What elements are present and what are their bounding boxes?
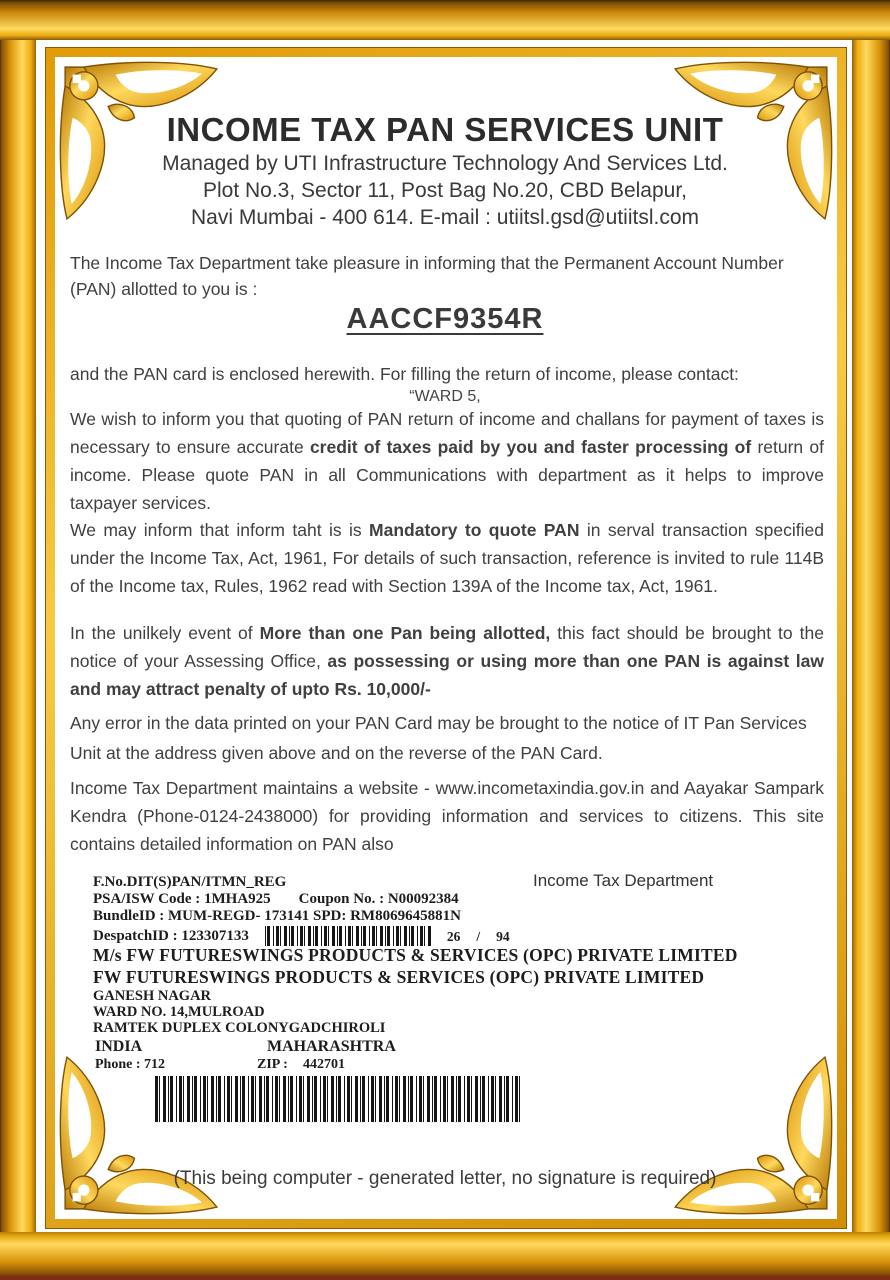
gold-border-bottom: [0, 1232, 890, 1280]
p3-text-mid: this fact should be brought to the notice of your Assessing Office,: [70, 623, 824, 671]
recipient-address-2: WARD NO. 14,MULROAD: [93, 1004, 265, 1020]
p1-text-end: return of income. Please quote PAN in all Communications with department as it helps to improve taxpayer services.: [70, 437, 824, 513]
ward-line: “WARD 5,: [409, 388, 481, 405]
address-line-2: Navi Mumbai - 400 614. E-mail : utiitsl.gsd@utiitsl.com: [191, 205, 699, 229]
enclosed-line: and the PAN card is enclosed herewith. For filling the return of income, please contact:: [70, 364, 739, 384]
recipient-name-2: FW FUTURESWINGS PRODUCTS & SERVICES (OPC) PRIVATE LIMITED: [93, 967, 705, 987]
intro-paragraph: The Income Tax Department take pleasure in informing that the Permanent Account Number (PAN) allotted to you is :: [70, 253, 784, 300]
p1-bold-text: credit of taxes paid by you and faster processing of: [309, 437, 752, 457]
gold-border-left: [0, 0, 36, 1280]
paragraph-quoting-pan: [70, 405, 824, 517]
recipient-address-block: [93, 944, 738, 1036]
page-title: INCOME TAX PAN SERVICES UNIT: [166, 111, 724, 148]
sheet-total: 94: [496, 928, 510, 944]
recipient-address-1: GANESH NAGAR: [93, 988, 212, 1004]
recipient-phone: Phone : 712: [95, 1057, 165, 1072]
sheet-separator: /: [476, 928, 481, 944]
p1-text: We wish to inform you that quoting of PAN return of income and challans for payment of taxes is necessary to ensure accurate: [70, 409, 824, 457]
recipient-state: MAHARASHTRA: [267, 1038, 396, 1055]
despatch-barcode: [265, 926, 437, 946]
file-number: F.No.DIT(S)PAN/ITMN_REG: [93, 874, 287, 890]
coupon-number: Coupon No. : N00092384: [298, 891, 459, 907]
paragraph-website-info: Income Tax Department maintains a website - www.incometaxindia.gov.in and Aayakar Sampark Kendra (Phone-0124-2438000) for providing information and services to citizens. This site contains detailed information on PAN also: [70, 778, 824, 854]
sheet-number: 26: [446, 928, 461, 944]
despatch-id: DespatchID : 123307133: [93, 927, 249, 944]
p3-bold-text-1: More than one Pan being allotted,: [259, 623, 551, 643]
gold-border-right: [852, 0, 890, 1280]
zip-value: 442701: [303, 1057, 345, 1072]
recipient-country: INDIA: [95, 1038, 143, 1055]
p2-text: We may inform that inform taht is is: [70, 520, 370, 540]
p3-text: In the unilkely event of: [70, 623, 260, 643]
paragraph-mandatory-quote: [70, 516, 824, 600]
zip-label: ZIP :: [257, 1057, 288, 1072]
gold-border-top: [0, 0, 890, 40]
paragraph-error-notice: Any error in the data printed on your PAN Card may be brought to the notice of IT Pan Services Unit at the address given above and on the reverse of the PAN Card.: [70, 713, 807, 763]
dispatch-codes-block: [93, 874, 510, 946]
computer-generated-note: (This being computer - generated letter, no signature is required): [173, 1168, 717, 1189]
pan-number: AACCF9354R: [346, 303, 544, 335]
bundle-id: BundleID : MUM-REGD- 173141 SPD: RM8069645881N: [93, 908, 461, 924]
paragraph-more-than-one-pan: [70, 619, 824, 703]
address-barcode: [155, 1076, 533, 1122]
letterhead: [60, 110, 830, 231]
recipient-address-3: RAMTEK DUPLEX COLONYGADCHIROLI: [93, 1020, 386, 1036]
recipient-name-1: M/s FW FUTURESWINGS PRODUCTS & SERVICES (OPC) PRIVATE LIMITED: [93, 945, 738, 965]
address-line-1: Plot No.3, Sector 11, Post Bag No.20, CBD Belapur,: [202, 178, 688, 202]
psa-isw-code: PSA/ISW Code : 1MHA925: [93, 891, 271, 907]
p2-bold-text: Mandatory to quote PAN: [369, 520, 580, 540]
corner-flourish-bottom-right-icon: [662, 1044, 840, 1222]
p3-bold-text-2: as possessing or using more than one PAN is against law and may attract penalty of upto Rs. 10,000/-: [70, 651, 824, 699]
p2-text-end: in serval transaction specified under the Income Tax, Act, 1961, For details of such transaction, reference is invited to rule 114B of the Income tax, Rules, 1962 read with Section 139A of the Income tax, Act, 1961.: [70, 520, 824, 596]
department-name: Income Tax Department: [533, 871, 714, 890]
managed-by-line: Managed by UTI Infrastructure Technology And Services Ltd.: [162, 151, 728, 175]
